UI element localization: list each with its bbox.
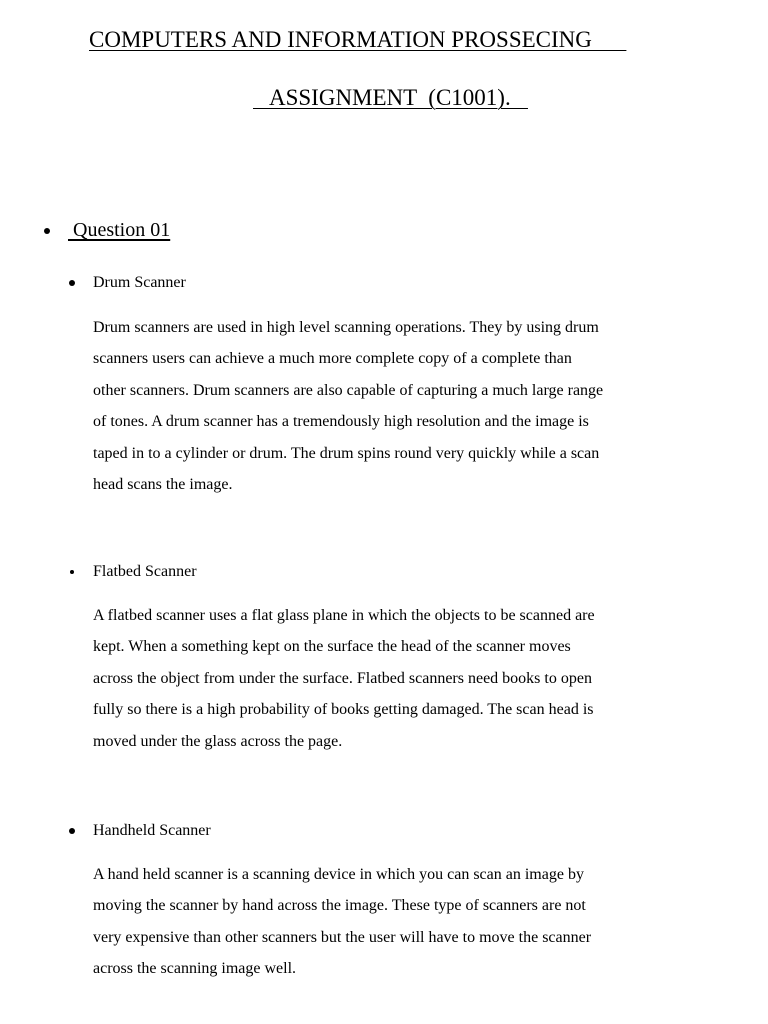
bullet-icon <box>70 570 74 574</box>
paragraph-line: very expensive than other scanners but the user will have to move the scanner <box>93 928 592 946</box>
paragraph-line: Drum scanners are used in high level scanning operations. They by using drum <box>93 319 599 336</box>
bullet-icon <box>69 828 75 834</box>
document-title-line-2: ASSIGNMENT (C1001). <box>253 85 528 110</box>
paragraph-line: across the object from under the surface. Flatbed scanners need books to open <box>93 669 592 687</box>
bullet-icon <box>69 280 75 286</box>
bullet-icon <box>44 228 50 234</box>
paragraph-line: head scans the image. <box>93 476 233 494</box>
paragraph-line: moving the scanner by hand across the image. These type of scanners are not <box>93 897 586 915</box>
section-heading-label: Flatbed Scanner <box>93 563 197 580</box>
question-heading <box>44 220 170 240</box>
section-heading-drum-scanner <box>69 275 186 291</box>
section-heading-flatbed-scanner <box>69 564 197 580</box>
section-heading-handheld-scanner <box>69 823 211 839</box>
paragraph-line: of tones. A drum scanner has a tremendously high resolution and the image is <box>93 413 589 431</box>
paragraph-line: taped in to a cylinder or drum. The drum spins round very quickly while a scan <box>93 444 600 462</box>
paragraph-line: fully so there is a high probability of books getting damaged. The scan head is <box>93 701 594 719</box>
section-paragraph-handheld-scanner <box>93 859 693 985</box>
paragraph-line: scanners users can achieve a much more complete copy of a complete than <box>93 350 572 368</box>
section-heading-label: Drum Scanner <box>93 274 186 291</box>
paragraph-line: A flatbed scanner uses a flat glass plane in which the objects to be scanned are <box>93 607 595 624</box>
paragraph-line: moved under the glass across the page. <box>93 732 343 750</box>
section-heading-label: Handheld Scanner <box>93 822 211 839</box>
document-title-line-1: COMPUTERS AND INFORMATION PROSSECING <box>89 27 627 52</box>
paragraph-line: other scanners. Drum scanners are also capable of capturing a much large range <box>93 381 604 399</box>
paragraph-line: across the scanning image well. <box>93 960 297 978</box>
section-paragraph-drum-scanner <box>93 312 693 500</box>
paragraph-line: kept. When a something kept on the surface the head of the scanner moves <box>93 638 571 656</box>
paragraph-line: A hand held scanner is a scanning device in which you can scan an image by <box>93 866 584 883</box>
question-label: Question 01 <box>68 219 171 241</box>
section-paragraph-flatbed-scanner <box>93 600 693 757</box>
